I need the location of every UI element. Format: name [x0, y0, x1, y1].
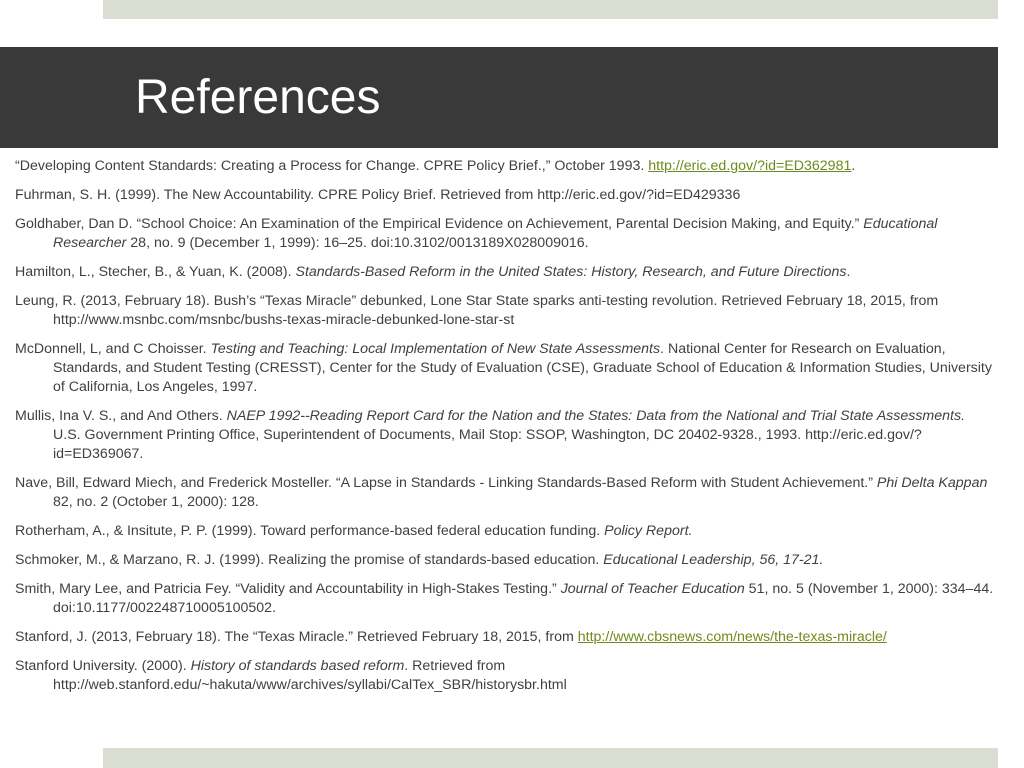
- reference-italic-text: Standards-Based Reform in the United States: History, Research, and Future Directions: [295, 264, 847, 280]
- reference-link[interactable]: http://eric.ed.gov/?id=ED362981: [648, 158, 852, 174]
- reference-text: Goldhaber, Dan D. “School Choice: An Examination of the Empirical Evidence on Achievement, Parental Decision Making, and Equity.”: [15, 216, 864, 232]
- reference-text: . National Center for Research on Evaluation, Standards, and Student Testing (CRESST), Center for the Study of Evaluation (CSE), Graduate School of Education & Information Studies, University of California, Los Angeles, 1997.: [53, 341, 992, 395]
- top-decor-band: [103, 0, 998, 19]
- reference-item: [15, 263, 995, 282]
- reference-text: Smith, Mary Lee, and Patricia Fey. “Validity and Accountability in High-Stakes Testing.”: [15, 581, 561, 597]
- reference-text: Stanford, J. (2013, February 18). The “Texas Miracle.” Retrieved February 18, 2015, from: [15, 629, 578, 645]
- reference-text: Nave, Bill, Edward Miech, and Frederick Mosteller. “A Lapse in Standards - Linking Standards-Based Reform with Student Achievement.”: [15, 475, 877, 491]
- reference-item: [15, 157, 995, 176]
- reference-italic-text: Educational Leadership, 56, 17-21.: [603, 552, 824, 568]
- reference-text: McDonnell, L, and C Choisser.: [15, 341, 211, 357]
- reference-text: Stanford University. (2000).: [15, 658, 191, 674]
- reference-text: Rotherham, A., & Insitute, P. P. (1999). Toward performance-based federal education funding.: [15, 523, 605, 539]
- reference-text: 82, no. 2 (October 1, 2000): 128.: [53, 494, 259, 510]
- reference-text: .: [851, 158, 856, 174]
- reference-italic-text: History of standards based reform: [190, 658, 405, 674]
- reference-text: .: [846, 264, 851, 280]
- reference-italic-text: Policy Report.: [604, 523, 693, 539]
- reference-item: [15, 474, 995, 512]
- reference-italic-text: Journal of Teacher Education: [560, 581, 745, 597]
- references-list: [15, 157, 995, 705]
- reference-text: Mullis, Ina V. S., and And Others.: [15, 408, 227, 424]
- reference-italic-text: Testing and Teaching: Local Implementation of New State Assessments: [210, 341, 661, 357]
- reference-italic-text: Educational Researcher: [53, 216, 938, 251]
- reference-item: [15, 340, 995, 397]
- reference-text: “Developing Content Standards: Creating a Process for Change. CPRE Policy Brief.,” October 1993.: [15, 158, 649, 174]
- reference-item: [15, 551, 995, 570]
- reference-item: [15, 407, 995, 464]
- reference-text: 28, no. 9 (December 1, 1999): 16–25. doi:10.3102/0013189X028009016.: [126, 235, 589, 251]
- reference-text: 51, no. 5 (November 1, 2000): 334–44. doi:10.1177/002248710005100502.: [53, 581, 994, 616]
- reference-text: Fuhrman, S. H. (1999). The New Accountability. CPRE Policy Brief. Retrieved from http://eric.ed.gov/?id=ED429336: [15, 187, 741, 203]
- reference-italic-text: Phi Delta Kappan: [876, 475, 988, 491]
- page-title: References: [135, 71, 381, 124]
- reference-item: [15, 657, 995, 695]
- bottom-decor-band: [103, 748, 998, 768]
- reference-link[interactable]: http://www.cbsnews.com/news/the-texas-miracle/: [577, 629, 887, 645]
- reference-text: . Retrieved from http://web.stanford.edu/~hakuta/www/archives/syllabi/CalTex_SBR/historysbr.html: [53, 658, 567, 693]
- reference-item: [15, 292, 995, 330]
- reference-item: [15, 628, 995, 647]
- reference-italic-text: NAEP 1992--Reading Report Card for the Nation and the States: Data from the National and Trial State Assessments.: [226, 408, 966, 424]
- reference-item: [15, 215, 995, 253]
- reference-text: U.S. Government Printing Office, Superintendent of Documents, Mail Stop: SSOP, Washington, DC 20402-9328., 1993. http://eric.ed.gov/?id=ED369067.: [53, 427, 922, 462]
- reference-text: Schmoker, M., & Marzano, R. J. (1999). Realizing the promise of standards-based education.: [15, 552, 604, 568]
- reference-text: Leung, R. (2013, February 18). Bush’s “Texas Miracle” debunked, Lone Star State sparks anti-testing revolution. Retrieved February 18, 2015, from http://www.msnbc.com/msnbc/bushs-texas-miracle-debunked-lone-star-st: [15, 293, 939, 328]
- reference-item: [15, 580, 995, 618]
- reference-item: [15, 186, 995, 205]
- reference-text: Hamilton, L., Stecher, B., & Yuan, K. (2008).: [15, 264, 296, 280]
- reference-item: [15, 522, 995, 541]
